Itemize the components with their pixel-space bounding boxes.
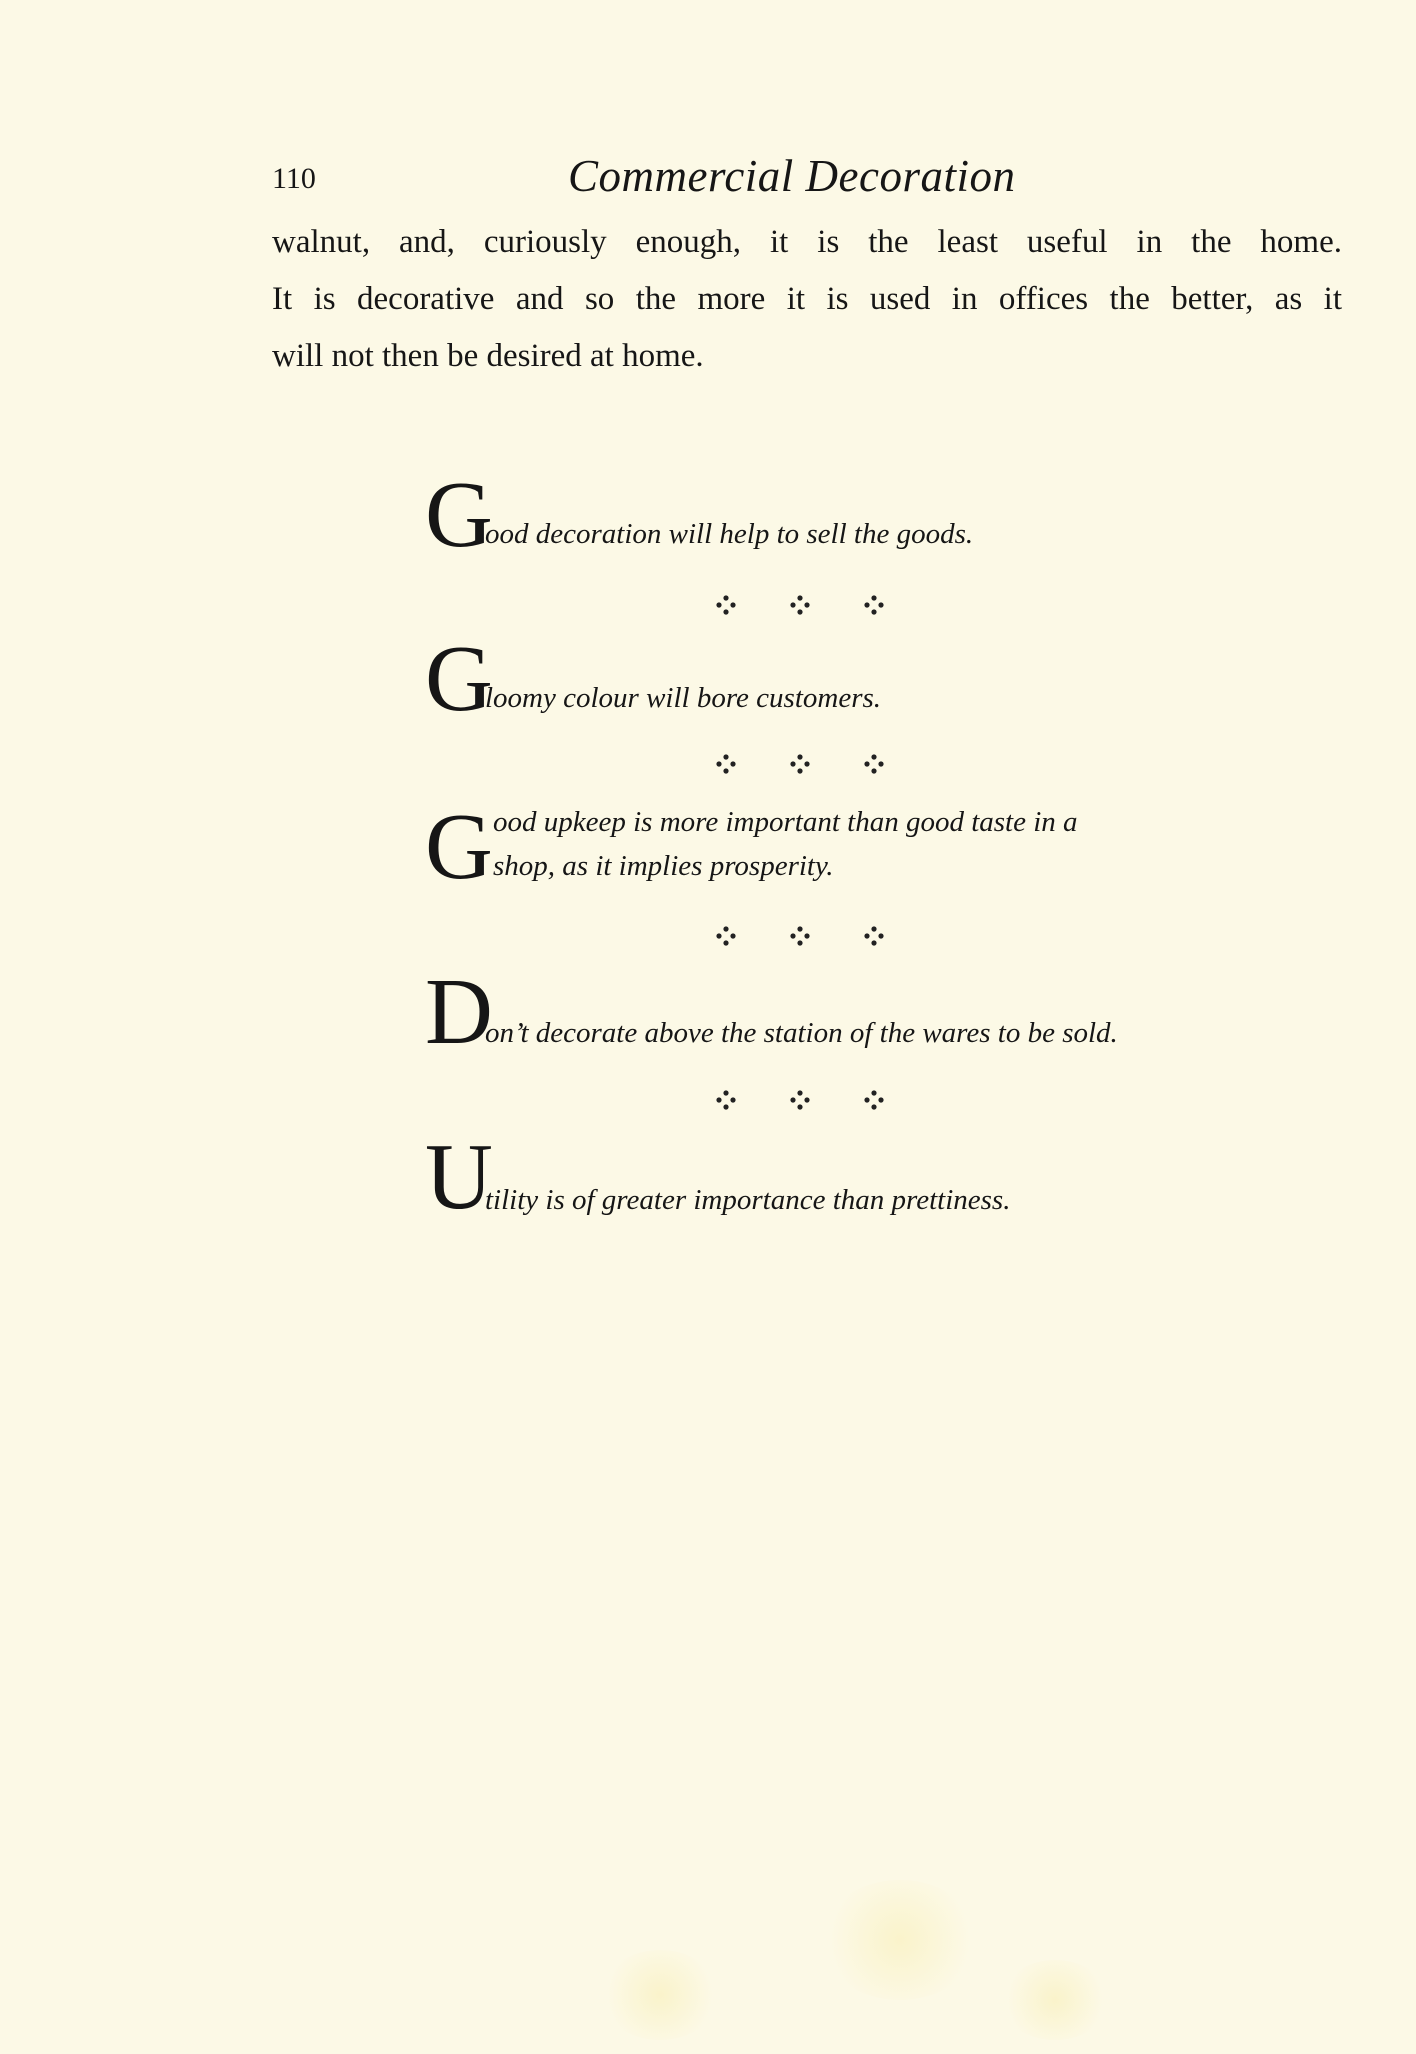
drop-cap: G: [425, 627, 493, 731]
four-dot-diamond-icon: [863, 594, 885, 616]
page-number: 110: [272, 162, 316, 195]
drop-cap: U: [425, 1125, 493, 1229]
ornament-row: [715, 753, 885, 777]
four-dot-diamond-icon: [789, 753, 811, 775]
drop-cap: G: [425, 795, 493, 899]
four-dot-diamond-icon: [863, 753, 885, 775]
paper-stain: [600, 1950, 720, 2040]
maxim-line: ood upkeep is more important than good taste in a: [493, 806, 1078, 838]
body-paragraph: [272, 214, 1342, 385]
ornament-row: [715, 594, 885, 618]
four-dot-diamond-icon: [715, 594, 737, 616]
four-dot-diamond-icon: [715, 753, 737, 775]
drop-cap: D: [425, 960, 493, 1064]
body-line: walnut, and, curiously enough, it is the least useful in the home.: [272, 224, 1342, 260]
four-dot-diamond-icon: [863, 1089, 885, 1111]
body-line: It is decorative and so the more it is used in offices the better, as it: [272, 281, 1342, 317]
four-dot-diamond-icon: [789, 594, 811, 616]
four-dot-diamond-icon: [863, 925, 885, 947]
four-dot-diamond-icon: [789, 1089, 811, 1111]
maxim-text: tility is of greater importance than prettiness.: [485, 1184, 1011, 1216]
ornament-row: [715, 925, 885, 949]
four-dot-diamond-icon: [715, 925, 737, 947]
drop-cap: G: [425, 463, 493, 567]
four-dot-diamond-icon: [715, 1089, 737, 1111]
maxim-line: shop, as it implies prosperity.: [493, 850, 834, 882]
maxim-text: loomy colour will bore customers.: [485, 682, 882, 714]
maxim-text: ood decoration will help to sell the goods.: [485, 518, 974, 550]
ornament-row: [715, 1089, 885, 1113]
body-line: will not then be desired at home.: [272, 338, 704, 374]
paper-stain: [820, 1880, 980, 2000]
four-dot-diamond-icon: [789, 925, 811, 947]
paper-stain: [1000, 1960, 1110, 2040]
maxim-text: on’t decorate above the station of the wares to be sold.: [485, 1017, 1118, 1049]
running-title: Commercial Decoration: [568, 151, 1016, 201]
running-header: [272, 150, 1337, 210]
